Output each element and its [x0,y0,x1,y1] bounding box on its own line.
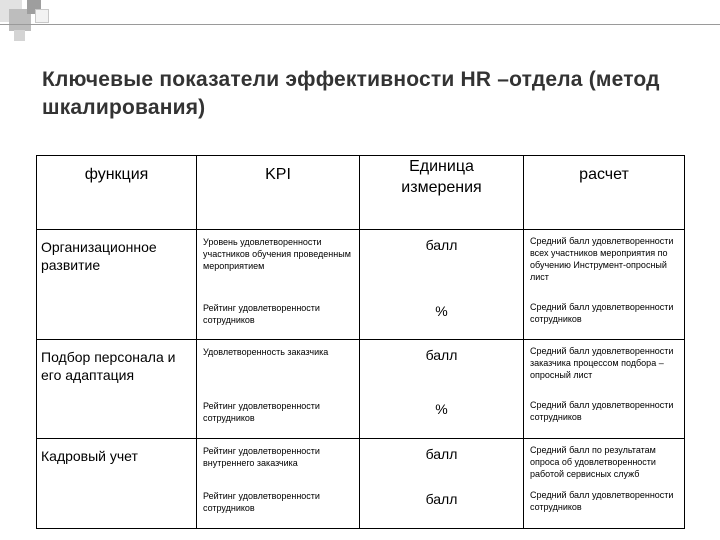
calc-cell: Средний балл удовлетворенности сотрудников [524,296,685,340]
function-cell: Подбор персонала и его адаптация [37,340,197,439]
table-header-row [37,156,685,230]
function-cell: Организационное развитие [37,230,197,340]
calc-cell: Средний балл удовлетворенности заказчика процессом подбора – опросный лист [524,340,685,394]
kpi-cell: Уровень удовлетворенности участников обучения проведенным мероприятием [197,230,360,296]
header-calc: расчет [524,156,685,230]
decorative-square [14,30,25,41]
kpi-table [36,155,685,529]
table-row [37,439,685,485]
unit-cell: балл [360,484,524,528]
kpi-cell: Удовлетворенность заказчика [197,340,360,394]
kpi-cell: Рейтинг удовлетворенности внутреннего заказчика [197,439,360,485]
calc-cell: Средний балл удовлетворенности сотрудников [524,484,685,528]
calc-cell: Средний балл удовлетворенности всех участников мероприятия по обучению Инструмент-опросный лист [524,230,685,296]
kpi-cell: Рейтинг удовлетворенности сотрудников [197,394,360,439]
kpi-cell: Рейтинг удовлетворенности сотрудников [197,484,360,528]
unit-cell: % [360,394,524,439]
table-row [37,230,685,296]
unit-cell: балл [360,439,524,485]
decorative-square [35,9,49,23]
function-cell: Кадровый учет [37,439,197,529]
page-title: Ключевые показатели эффективности HR –отдела (метод шкалирования) [42,68,660,119]
header-unit: Единица измерения [360,156,524,230]
header-kpi: KPI [197,156,360,230]
header-divider [0,24,720,25]
header-function: функция [37,156,197,230]
calc-cell: Средний балл удовлетворенности сотрудников [524,394,685,439]
unit-cell: балл [360,230,524,296]
unit-cell: % [360,296,524,340]
calc-cell: Средний балл по результатам опроса об удовлетворенности работой сервисных служб [524,439,685,485]
kpi-cell: Рейтинг удовлетворенности сотрудников [197,296,360,340]
unit-cell: балл [360,340,524,394]
table-row [37,340,685,394]
